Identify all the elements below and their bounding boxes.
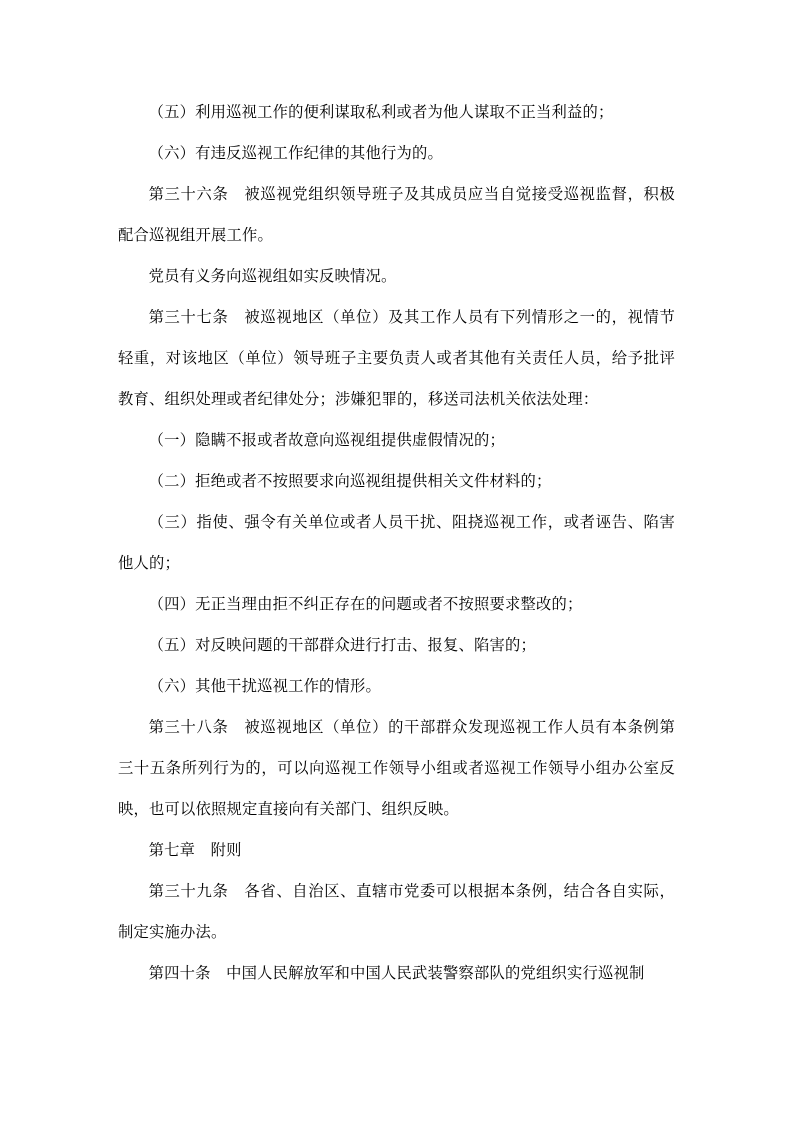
paragraph-item-6: （六）有违反巡视工作纪律的其他行为的。 [148, 144, 444, 162]
paragraph-article-37-item-6: （六）其他干扰巡视工作的情形。 [148, 677, 382, 695]
document-body [118, 92, 675, 994]
paragraph-article-37-item-4: （四）无正当理由拒不纠正存在的问题或者不按照要求整改的； [148, 595, 583, 613]
paragraph-article-37-item-2: （二）拒绝或者不按照要求向巡视组提供相关文件材料的； [148, 472, 552, 490]
paragraph-article-38: 第三十八条 被巡视地区（单位）的干部群众发现巡视工作人员有本条例第三十五条所列行为的，可以向巡视工作领导小组或者巡视工作领导小组办公室反映，也可以依照规定直接向有关部门、组织反映。 [118, 718, 675, 818]
paragraph-article-40: 第四十条 中国人民解放军和中国人民武装警察部队的党组织实行巡视制 [148, 964, 645, 982]
paragraph-article-37: 第三十七条 被巡视地区（单位）及其工作人员有下列情形之一的，视情节轻重，对该地区（单位）领导班子主要负责人或者其他有关责任人员，给予批评教育、组织处理或者纪律处分；涉嫌犯罪的，移送司法机关依法处理： [118, 308, 675, 408]
paragraph-article-36-second: 党员有义务向巡视组如实反映情况。 [148, 267, 397, 285]
paragraph-article-37-item-1: （一）隐瞒不报或者故意向巡视组提供虚假情况的； [148, 431, 506, 449]
paragraph-article-39: 第三十九条 各省、自治区、直辖市党委可以根据本条例，结合各自实际，制定实施办法。 [118, 882, 675, 941]
paragraph-item-5: （五）利用巡视工作的便利谋取私利或者为他人谋取不正当利益的； [148, 103, 614, 121]
paragraph-article-37-item-3: （三）指使、强令有关单位或者人员干扰、阻挠巡视工作，或者诬告、陷害他人的； [118, 513, 675, 572]
paragraph-article-37-item-5: （五）对反映问题的干部群众进行打击、报复、陷害的； [148, 636, 537, 654]
chapter-7-heading: 第七章 附则 [148, 841, 242, 859]
paragraph-article-36: 第三十六条 被巡视党组织领导班子及其成员应当自觉接受巡视监督，积极配合巡视组开展工作。 [118, 185, 675, 244]
